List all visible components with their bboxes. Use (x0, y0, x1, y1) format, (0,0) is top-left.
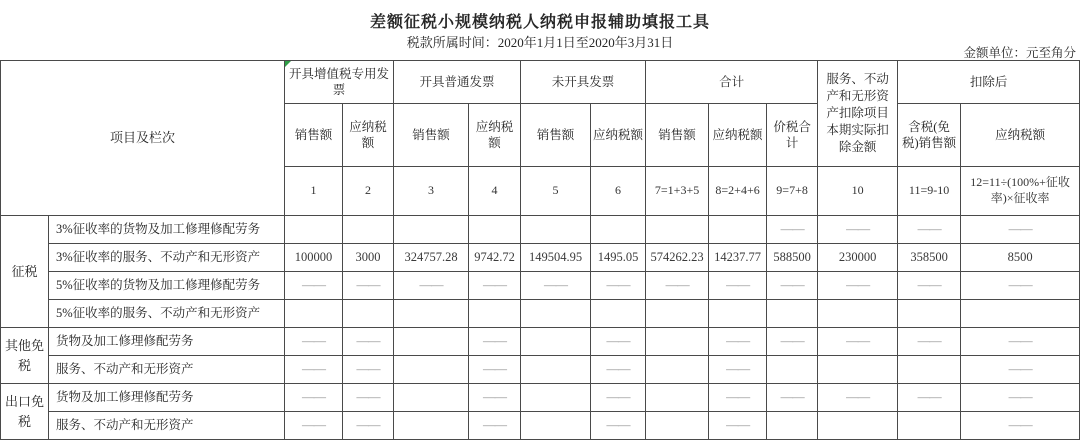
subhead-sales: 销售额 (285, 104, 343, 167)
table-row (1, 384, 1080, 412)
data-cell[interactable] (818, 356, 898, 384)
data-cell[interactable]: 14237.77 (709, 244, 767, 272)
blocked-cell: —— (285, 272, 343, 300)
col-group-special-vat-invoice (285, 61, 394, 104)
blocked-cell: —— (961, 216, 1080, 244)
amount-unit-note: 金额单位：元至角分 (963, 46, 1076, 60)
col-number-11: 11=9-10 (898, 167, 961, 216)
data-cell[interactable] (469, 300, 521, 328)
col-group-ordinary-invoice (394, 61, 521, 104)
data-cell[interactable] (285, 300, 343, 328)
subhead-tax-payable: 应纳税额 (961, 104, 1080, 167)
blocked-cell: —— (469, 384, 521, 412)
data-cell[interactable] (394, 412, 469, 440)
table-row (1, 412, 1080, 440)
col-group-label: 开具增值税专用发票 (289, 66, 390, 97)
data-cell[interactable] (709, 300, 767, 328)
subhead-tax-payable: 应纳税额 (343, 104, 394, 167)
data-cell[interactable] (767, 412, 818, 440)
col-number-8: 8=2+4+6 (709, 167, 767, 216)
col-number-4: 4 (469, 167, 521, 216)
data-cell[interactable] (646, 384, 709, 412)
blocked-cell: —— (591, 356, 646, 384)
subhead-tax-payable: 应纳税额 (709, 104, 767, 167)
blocked-cell: —— (898, 216, 961, 244)
data-cell[interactable] (898, 356, 961, 384)
blocked-cell: —— (818, 272, 898, 300)
data-cell[interactable] (898, 412, 961, 440)
blocked-cell: —— (343, 384, 394, 412)
data-cell[interactable]: 324757.28 (394, 244, 469, 272)
blocked-cell: —— (469, 356, 521, 384)
blocked-cell: —— (767, 272, 818, 300)
data-cell[interactable] (818, 412, 898, 440)
blocked-cell: —— (898, 328, 961, 356)
col-group-after-deduction (898, 61, 1080, 104)
cell-flag-icon (285, 61, 291, 67)
blocked-cell: —— (343, 272, 394, 300)
tax-period-subtitle: 税款所属时间：2020年1月1日至2020年3月31日 (406, 35, 674, 50)
data-cell[interactable] (394, 300, 469, 328)
blocked-cell: —— (285, 384, 343, 412)
blocked-cell: —— (709, 328, 767, 356)
data-cell[interactable] (591, 216, 646, 244)
data-cell[interactable] (521, 356, 591, 384)
row-item-label: 3%征收率的服务、不动产和无形资产 (49, 244, 285, 272)
subhead-sales: 销售额 (521, 104, 591, 167)
data-cell[interactable] (646, 356, 709, 384)
blocked-cell: —— (285, 356, 343, 384)
data-cell[interactable]: 149504.95 (521, 244, 591, 272)
blocked-cell: —— (961, 356, 1080, 384)
data-cell[interactable] (469, 216, 521, 244)
data-cell[interactable] (818, 300, 898, 328)
data-cell[interactable]: 358500 (898, 244, 961, 272)
col-number-9: 9=7+8 (767, 167, 818, 216)
data-cell[interactable] (767, 356, 818, 384)
row-item-label: 5%征收率的服务、不动产和无形资产 (49, 300, 285, 328)
row-item-label: 5%征收率的货物及加工修理修配劳务 (49, 272, 285, 300)
col-group-label: 合计 (719, 74, 745, 89)
subhead-tax-payable: 应纳税额 (469, 104, 521, 167)
blocked-cell: —— (343, 412, 394, 440)
blocked-cell: —— (394, 272, 469, 300)
table-row (1, 272, 1080, 300)
data-cell[interactable] (343, 216, 394, 244)
row-item-label: 货物及加工修理修配劳务 (49, 328, 285, 356)
subhead-taxinc-sales: 含税(免税)销售额 (898, 104, 961, 167)
page-title: 差额征税小规模纳税人纳税申报辅助填报工具 (369, 14, 710, 31)
data-cell[interactable] (591, 300, 646, 328)
blocked-cell: —— (818, 328, 898, 356)
blocked-cell: —— (285, 328, 343, 356)
header-row-groups (1, 61, 1080, 104)
data-cell[interactable]: 1495.05 (591, 244, 646, 272)
blocked-cell: —— (709, 412, 767, 440)
blocked-cell: —— (767, 384, 818, 412)
data-cell[interactable]: 3000 (343, 244, 394, 272)
data-cell[interactable] (394, 356, 469, 384)
row-item-label: 服务、不动产和无形资产 (49, 356, 285, 384)
col-number-3: 3 (394, 167, 469, 216)
col-number-7: 7=1+3+5 (646, 167, 709, 216)
corner-header: 项目及栏次 (1, 61, 285, 216)
row-item-label: 3%征收率的货物及加工修理修配劳务 (49, 216, 285, 244)
blocked-cell: —— (285, 412, 343, 440)
subhead-tax-payable: 应纳税额 (591, 104, 646, 167)
col-group-label: 开具普通发票 (419, 74, 495, 89)
blocked-cell: —— (469, 272, 521, 300)
blocked-cell: —— (961, 272, 1080, 300)
data-cell[interactable] (521, 300, 591, 328)
data-cell[interactable] (285, 216, 343, 244)
data-cell[interactable]: 100000 (285, 244, 343, 272)
data-cell[interactable] (646, 412, 709, 440)
data-cell[interactable] (394, 384, 469, 412)
table-row (1, 216, 1080, 244)
col-group-total (646, 61, 818, 104)
data-cell[interactable] (646, 328, 709, 356)
blocked-cell: —— (898, 384, 961, 412)
blocked-cell: —— (961, 328, 1080, 356)
row-group-label: 其他免税 (1, 328, 49, 384)
blocked-cell: —— (767, 216, 818, 244)
data-cell[interactable] (646, 216, 709, 244)
blocked-cell: —— (469, 412, 521, 440)
blocked-cell: —— (767, 328, 818, 356)
data-cell[interactable] (898, 300, 961, 328)
col-number-10: 10 (818, 167, 898, 216)
blocked-cell: —— (646, 272, 709, 300)
data-cell[interactable]: 588500 (767, 244, 818, 272)
data-cell[interactable]: 574262.23 (646, 244, 709, 272)
col-group-no-invoice (521, 61, 646, 104)
blocked-cell: —— (898, 272, 961, 300)
data-cell[interactable] (343, 300, 394, 328)
table-row (1, 328, 1080, 356)
data-cell[interactable]: 230000 (818, 244, 898, 272)
row-group-label: 征税 (1, 216, 49, 328)
col-group-label: 扣除后 (969, 74, 1008, 89)
blocked-cell: —— (709, 272, 767, 300)
data-cell[interactable] (961, 300, 1080, 328)
col-number-5: 5 (521, 167, 591, 216)
tax-helper-table (0, 60, 1080, 440)
blocked-cell: —— (961, 412, 1080, 440)
data-cell[interactable] (521, 328, 591, 356)
table-row (1, 300, 1080, 328)
data-cell[interactable] (521, 216, 591, 244)
col-number-2: 2 (343, 167, 394, 216)
blocked-cell: —— (709, 356, 767, 384)
col-number-1: 1 (285, 167, 343, 216)
col-deduction-amount: 服务、不动产和无形资产扣除项目本期实际扣除金额 (818, 61, 898, 167)
blocked-cell: —— (818, 216, 898, 244)
blocked-cell: —— (591, 272, 646, 300)
blocked-cell: —— (591, 412, 646, 440)
blocked-cell: —— (591, 384, 646, 412)
row-item-label: 货物及加工修理修配劳务 (49, 384, 285, 412)
table-row (1, 244, 1080, 272)
col-number-12: 12=11÷(100%+征收率)×征收率 (961, 167, 1080, 216)
blocked-cell: —— (343, 328, 394, 356)
blocked-cell: —— (521, 272, 591, 300)
blocked-cell: —— (469, 328, 521, 356)
subhead-sales: 销售额 (646, 104, 709, 167)
subhead-price-tax-total: 价税合计 (767, 104, 818, 167)
data-cell[interactable] (521, 412, 591, 440)
row-item-label: 服务、不动产和无形资产 (49, 412, 285, 440)
blocked-cell: —— (818, 384, 898, 412)
data-cell[interactable] (521, 384, 591, 412)
blocked-cell: —— (961, 384, 1080, 412)
subhead-sales: 销售额 (394, 104, 469, 167)
table-row (1, 356, 1080, 384)
data-cell[interactable] (767, 300, 818, 328)
data-cell[interactable] (646, 300, 709, 328)
data-cell[interactable] (709, 216, 767, 244)
blocked-cell: —— (709, 384, 767, 412)
blocked-cell: —— (343, 356, 394, 384)
data-cell[interactable] (394, 328, 469, 356)
row-group-label: 出口免税 (1, 384, 49, 440)
data-cell[interactable] (394, 216, 469, 244)
col-group-label: 未开具发票 (551, 74, 615, 89)
col-number-6: 6 (591, 167, 646, 216)
blocked-cell: —— (591, 328, 646, 356)
data-cell[interactable]: 8500 (961, 244, 1080, 272)
data-cell[interactable]: 9742.72 (469, 244, 521, 272)
